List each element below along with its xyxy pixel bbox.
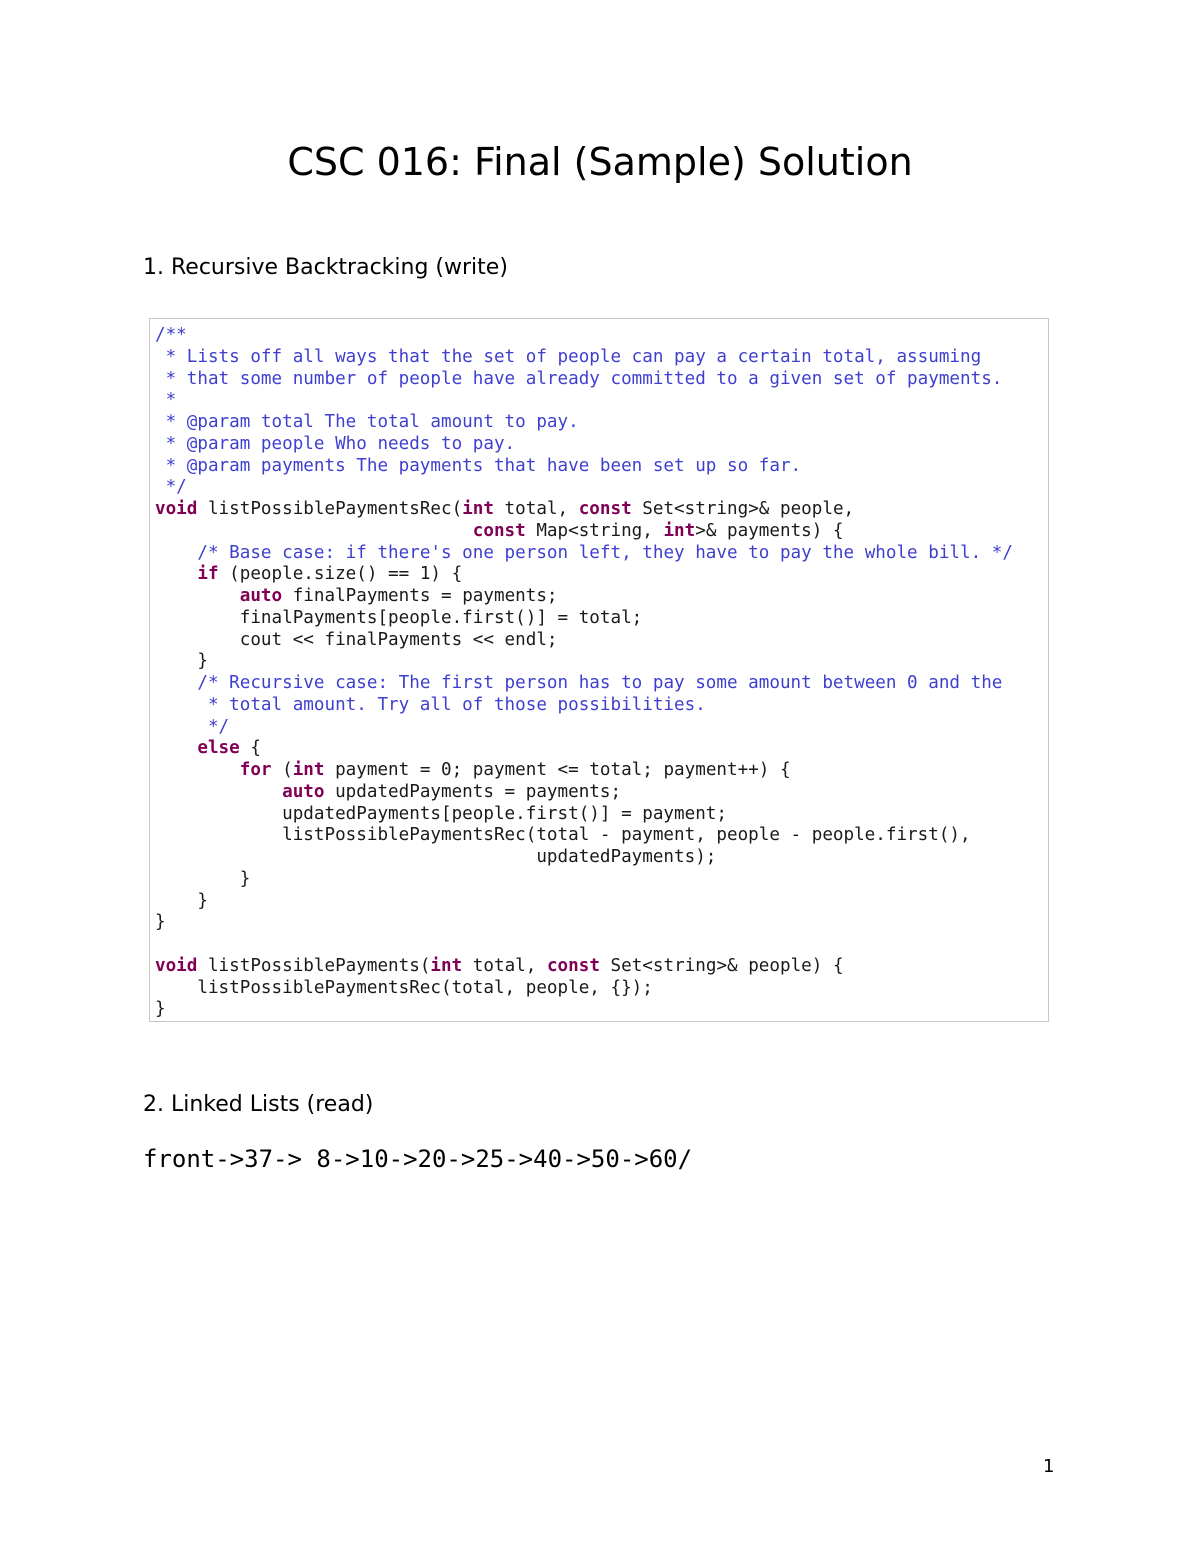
code-token: finalPayments[people.first()] = total; <box>155 607 643 628</box>
code-token: total, <box>462 955 547 976</box>
linked-list-answer: front->37-> 8->10->20->25->40->50->60/ <box>143 1145 693 1173</box>
code-token: updatedPayments); <box>155 847 717 867</box>
code-token: (people.size() == 1) { <box>218 564 463 585</box>
code-line <box>155 456 1013 478</box>
code-line <box>155 695 1013 717</box>
code-line <box>155 760 1013 782</box>
code-line <box>155 912 1013 934</box>
code-line <box>155 347 1013 369</box>
code-token: } <box>155 912 166 933</box>
code-token: * @param payments The payments that have been set up so far. <box>155 455 802 476</box>
code-token: cout << finalPayments << endl; <box>155 629 558 650</box>
code-line <box>155 978 1013 1000</box>
code-token <box>155 760 240 780</box>
code-token: } <box>155 890 208 911</box>
code-token: const <box>546 955 600 976</box>
code-token: int <box>462 499 494 519</box>
code-token: { <box>239 738 261 759</box>
code-token: updatedPayments = payments; <box>324 781 622 802</box>
code-token: * that some number of people have already committed to a given set of payments. <box>155 368 1003 389</box>
code-token: auto <box>282 781 325 802</box>
code-line <box>155 325 1013 347</box>
code-token: auto <box>239 586 283 606</box>
code-token <box>155 738 197 758</box>
code-token: } <box>155 651 208 672</box>
code-line <box>155 891 1013 913</box>
code-token: payment = 0; payment <= total; payment++) { <box>324 760 791 780</box>
code-token: total, <box>493 499 579 519</box>
code-line <box>155 477 1013 499</box>
code-token: void <box>155 499 198 519</box>
code-token: */ <box>155 716 230 737</box>
code-line <box>155 369 1013 391</box>
code-token: * @param people Who needs to pay. <box>155 433 516 454</box>
code-line <box>155 543 1013 565</box>
code-token <box>155 521 473 541</box>
section-heading-linked-lists: 2. Linked Lists (read) <box>143 1092 374 1117</box>
code-line <box>155 651 1013 673</box>
code-token: updatedPayments[people.first()] = payment; <box>155 803 727 824</box>
code-token <box>155 564 197 584</box>
code-line <box>155 630 1013 652</box>
code-token: Set<string>& people) { <box>599 955 844 976</box>
code-token <box>155 543 197 563</box>
code-token: listPossiblePayments( <box>197 955 431 976</box>
code-token: >& payments) { <box>695 520 844 541</box>
code-line <box>155 934 1013 956</box>
code-token <box>155 673 197 693</box>
code-token: else <box>197 738 240 759</box>
code-token: const <box>472 520 526 541</box>
code-line <box>155 738 1013 760</box>
code-line <box>155 999 1013 1021</box>
code-line <box>155 499 1013 521</box>
code-token: */ <box>155 477 187 498</box>
code-token: for <box>239 760 272 780</box>
code-token: /* Base case: if there's one person left, they have to pay the whole bill. */ <box>197 542 1013 563</box>
code-line <box>155 782 1013 804</box>
code-token: listPossiblePaymentsRec( <box>197 499 463 519</box>
code-token: int <box>430 955 463 976</box>
code-token: } <box>155 999 166 1020</box>
code-token: } <box>155 868 251 889</box>
code-line <box>155 673 1013 695</box>
code-token <box>155 586 240 606</box>
code-block <box>149 318 1049 1022</box>
code-token: ( <box>271 760 293 780</box>
code-token: /** <box>155 325 187 345</box>
code-line <box>155 847 1013 869</box>
code-token: void <box>155 955 198 976</box>
code-line <box>155 412 1013 434</box>
code-line <box>155 825 1013 847</box>
code-line <box>155 869 1013 891</box>
code-token: Set<string>& people, <box>631 499 855 519</box>
code-token: * @param total The total amount to pay. <box>155 412 579 432</box>
code-token: const <box>578 499 632 519</box>
code-token: int <box>663 520 696 541</box>
code-line <box>155 608 1013 630</box>
code-token: * <box>155 390 177 411</box>
page-title: CSC 016: Final (Sample) Solution <box>287 140 913 184</box>
code-token: /* Recursive case: The first person has to pay some amount between 0 and the <box>197 673 1003 693</box>
code-line <box>155 717 1013 739</box>
code-token: if <box>197 564 219 585</box>
code-token: int <box>292 760 325 780</box>
code-token: finalPayments = payments; <box>282 586 558 606</box>
code-line <box>155 390 1013 412</box>
code-listing <box>155 325 1013 1021</box>
code-token: * total amount. Try all of those possibilities. <box>155 694 706 715</box>
code-line <box>155 586 1013 608</box>
code-line <box>155 564 1013 586</box>
code-line <box>155 434 1013 456</box>
code-line <box>155 521 1013 543</box>
section-heading-recursive-backtracking: 1. Recursive Backtracking (write) <box>143 255 508 280</box>
code-token <box>155 782 282 802</box>
code-token: listPossiblePaymentsRec(total, people, {}); <box>155 977 653 998</box>
code-line <box>155 956 1013 978</box>
code-line <box>155 804 1013 826</box>
code-token: * Lists off all ways that the set of people can pay a certain total, assuming <box>155 346 982 367</box>
code-token: Map<string, <box>525 520 664 541</box>
page-number: 1 <box>1043 1456 1055 1477</box>
code-token: listPossiblePaymentsRec(total - payment, people - people.first(), <box>155 825 971 846</box>
